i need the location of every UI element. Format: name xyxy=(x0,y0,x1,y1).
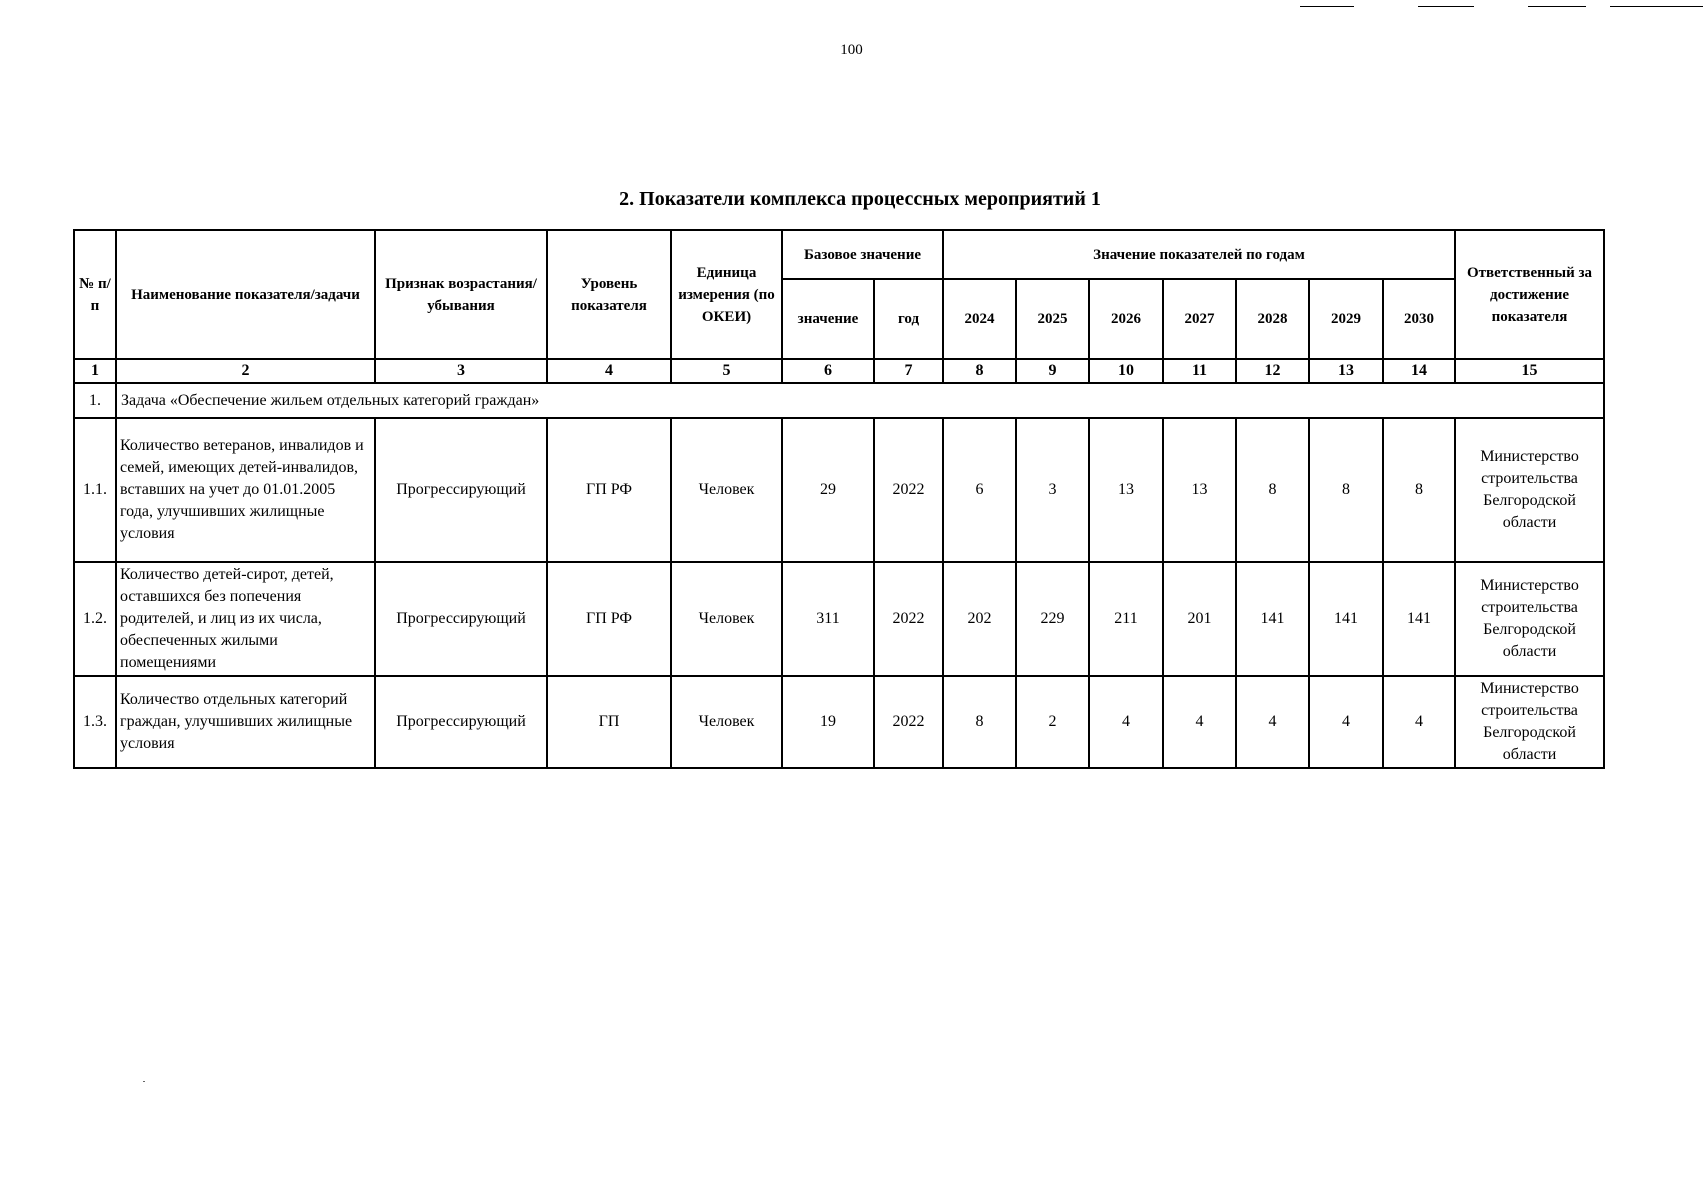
row-year-value: 141 xyxy=(1383,562,1455,676)
header-by-years: Значение показателей по годам xyxy=(943,230,1455,279)
row-level: ГП РФ xyxy=(547,562,671,676)
column-number: 15 xyxy=(1455,359,1604,383)
row-level: ГП РФ xyxy=(547,418,671,562)
column-number-row xyxy=(74,359,1604,383)
row-responsible: Министерство строительства Белгородской области xyxy=(1455,676,1604,768)
header-base: Базовое значение xyxy=(782,230,943,279)
row-num: 1.2. xyxy=(74,562,116,676)
row-unit: Человек xyxy=(671,676,782,768)
row-responsible: Министерство строительства Белгородской области xyxy=(1455,418,1604,562)
row-year-value: 6 xyxy=(943,418,1016,562)
column-number: 6 xyxy=(782,359,874,383)
header-name: Наименование показателя/задачи xyxy=(116,230,375,359)
row-year-value: 202 xyxy=(943,562,1016,676)
header-trend: Признак возрастания/ убывания xyxy=(375,230,547,359)
row-base-value: 29 xyxy=(782,418,874,562)
scan-speck xyxy=(143,1081,145,1082)
row-base-year: 2022 xyxy=(874,418,943,562)
row-year-value: 2 xyxy=(1016,676,1089,768)
header-year: 2029 xyxy=(1309,279,1383,359)
top-edge-line xyxy=(1528,6,1586,7)
table-row xyxy=(74,676,1604,768)
header-year: 2026 xyxy=(1089,279,1163,359)
row-level: ГП xyxy=(547,676,671,768)
row-year-value: 8 xyxy=(1309,418,1383,562)
header-year: 2025 xyxy=(1016,279,1089,359)
column-number: 1 xyxy=(74,359,116,383)
row-year-value: 4 xyxy=(1309,676,1383,768)
row-unit: Человек xyxy=(671,562,782,676)
column-number: 2 xyxy=(116,359,375,383)
header-base-year: год xyxy=(874,279,943,359)
row-year-value: 229 xyxy=(1016,562,1089,676)
row-year-value: 8 xyxy=(1236,418,1309,562)
column-number: 13 xyxy=(1309,359,1383,383)
top-edge-line xyxy=(1300,6,1354,7)
table-header-row xyxy=(74,230,1604,279)
header-level: Уровень показателя xyxy=(547,230,671,359)
page-title: 2. Показатели комплекса процессных мероприятий 1 xyxy=(619,188,1101,210)
page-number: 100 xyxy=(840,42,863,58)
row-year-value: 13 xyxy=(1089,418,1163,562)
header-year: 2030 xyxy=(1383,279,1455,359)
row-responsible: Министерство строительства Белгородской области xyxy=(1455,562,1604,676)
header-unit: Единица измерения (по ОКЕИ) xyxy=(671,230,782,359)
task-label: Задача «Обеспечение жильем отдельных категорий граждан» xyxy=(116,383,1604,418)
row-base-year: 2022 xyxy=(874,676,943,768)
row-year-value: 3 xyxy=(1016,418,1089,562)
row-year-value: 4 xyxy=(1163,676,1236,768)
column-number: 9 xyxy=(1016,359,1089,383)
row-name: Количество детей-сирот, детей, оставшихся без попечения родителей, и лиц из их числа, обеспеченных жилыми помещениями xyxy=(116,562,375,676)
top-edge-line xyxy=(1418,6,1474,7)
row-base-value: 311 xyxy=(782,562,874,676)
column-number: 5 xyxy=(671,359,782,383)
header-year: 2028 xyxy=(1236,279,1309,359)
header-year: 2027 xyxy=(1163,279,1236,359)
row-name: Количество ветеранов, инвалидов и семей, имеющих детей-инвалидов, вставших на учет до 01.01.2005 года, улучшивших жилищные условия xyxy=(116,418,375,562)
row-year-value: 141 xyxy=(1236,562,1309,676)
row-year-value: 211 xyxy=(1089,562,1163,676)
row-year-value: 8 xyxy=(1383,418,1455,562)
header-num: № п/п xyxy=(74,230,116,359)
column-number: 11 xyxy=(1163,359,1236,383)
row-year-value: 141 xyxy=(1309,562,1383,676)
header-responsible: Ответственный за достижение показателя xyxy=(1455,230,1604,359)
header-base-value: значение xyxy=(782,279,874,359)
row-base-year: 2022 xyxy=(874,562,943,676)
row-year-value: 4 xyxy=(1383,676,1455,768)
row-num: 1.1. xyxy=(74,418,116,562)
column-number: 3 xyxy=(375,359,547,383)
row-base-value: 19 xyxy=(782,676,874,768)
row-year-value: 13 xyxy=(1163,418,1236,562)
row-year-value: 8 xyxy=(943,676,1016,768)
top-edge-line xyxy=(1610,6,1703,7)
row-trend: Прогрессирующий xyxy=(375,676,547,768)
column-number: 14 xyxy=(1383,359,1455,383)
table-row xyxy=(74,418,1604,562)
row-name: Количество отдельных категорий граждан, улучшивших жилищные условия xyxy=(116,676,375,768)
row-unit: Человек xyxy=(671,418,782,562)
column-number: 4 xyxy=(547,359,671,383)
header-year: 2024 xyxy=(943,279,1016,359)
row-year-value: 4 xyxy=(1089,676,1163,768)
column-number: 7 xyxy=(874,359,943,383)
indicators-table xyxy=(73,229,1605,769)
row-trend: Прогрессирующий xyxy=(375,418,547,562)
task-row xyxy=(74,383,1604,418)
row-num: 1.3. xyxy=(74,676,116,768)
column-number: 12 xyxy=(1236,359,1309,383)
table-row xyxy=(74,562,1604,676)
column-number: 8 xyxy=(943,359,1016,383)
task-num: 1. xyxy=(74,383,116,418)
column-number: 10 xyxy=(1089,359,1163,383)
row-year-value: 4 xyxy=(1236,676,1309,768)
row-trend: Прогрессирующий xyxy=(375,562,547,676)
row-year-value: 201 xyxy=(1163,562,1236,676)
